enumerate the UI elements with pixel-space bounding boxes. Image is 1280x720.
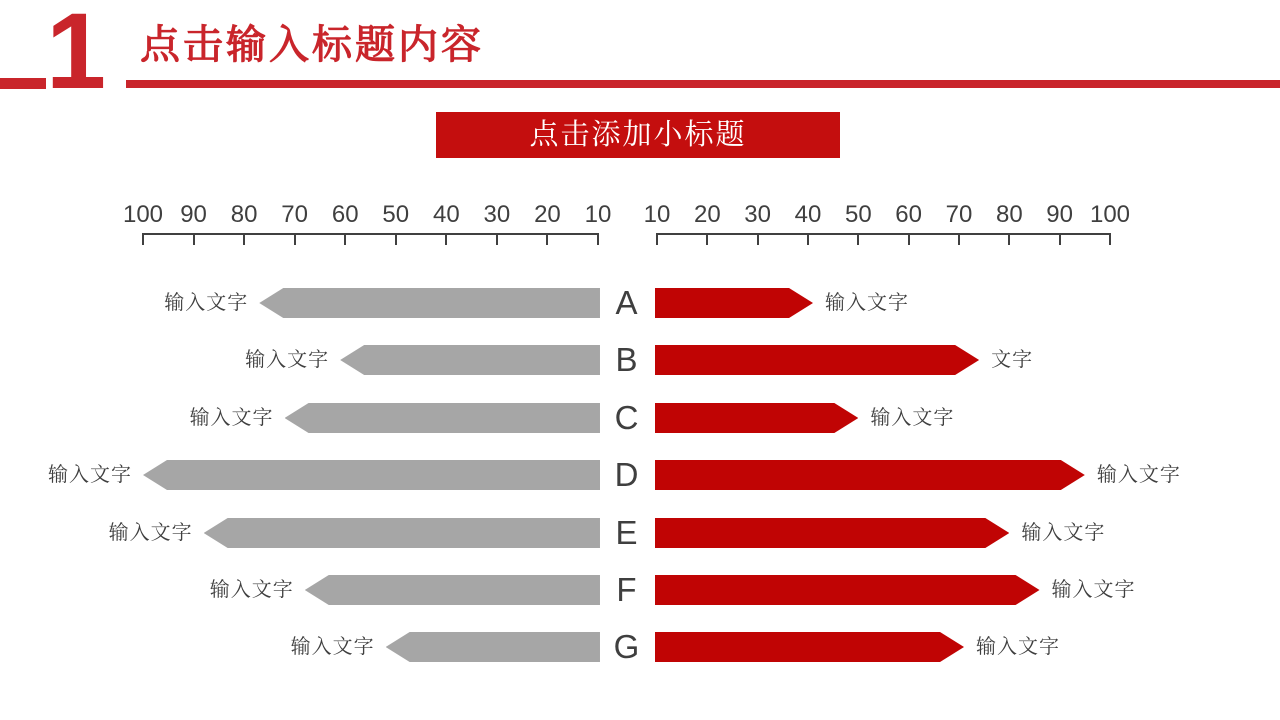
left-axis-tick-label: 60	[331, 201, 359, 228]
right-bar[interactable]	[655, 288, 813, 318]
subtitle-banner[interactable]	[436, 112, 840, 158]
right-bar-label[interactable]: 输入文字	[825, 292, 910, 314]
left-bar-label[interactable]: 输入文字	[290, 636, 375, 658]
category-letter: B	[615, 341, 638, 378]
left-axis-line	[142, 233, 599, 235]
right-axis-tick	[1008, 233, 1010, 245]
left-axis-tick	[395, 233, 397, 245]
right-axis-line	[656, 233, 1111, 235]
right-axis-tick-label: 60	[895, 201, 922, 228]
left-axis-tick-label: 30	[483, 201, 511, 228]
category-letter: F	[616, 571, 637, 608]
left-axis-tick	[445, 233, 447, 245]
right-bar-label[interactable]: 文字	[991, 349, 1034, 371]
left-axis-tick	[597, 233, 599, 245]
left-axis-tick-label: 70	[281, 201, 308, 228]
right-axis-tick	[857, 233, 859, 245]
right-axis-tick-label: 90	[1046, 201, 1073, 228]
category-letter: E	[615, 514, 638, 551]
left-axis-tick-label: 20	[534, 201, 561, 228]
left-bar[interactable]	[386, 632, 600, 662]
left-axis-tick	[142, 233, 144, 245]
category-letter: A	[615, 284, 638, 321]
right-axis-tick	[1059, 233, 1061, 245]
right-axis-tick	[807, 233, 809, 245]
left-bar[interactable]	[340, 345, 600, 375]
left-axis-tick	[243, 233, 245, 245]
right-axis-tick	[757, 233, 759, 245]
left-axis-tick	[294, 233, 296, 245]
right-bar[interactable]	[655, 345, 979, 375]
left-axis-tick	[344, 233, 346, 245]
left-bar-label[interactable]: 输入文字	[48, 464, 132, 486]
section-number: 1	[45, 0, 107, 111]
left-bar[interactable]	[259, 288, 600, 318]
right-bar-label[interactable]: 输入文字	[1051, 579, 1136, 601]
right-axis-tick	[706, 233, 708, 245]
right-axis-tick	[958, 233, 960, 245]
right-bar[interactable]	[655, 518, 1009, 548]
category-letter: G	[613, 628, 640, 665]
right-bar-label[interactable]: 输入文字	[870, 407, 955, 429]
left-bar-label[interactable]: 输入文字	[189, 407, 274, 429]
right-bar[interactable]	[655, 460, 1085, 490]
left-bar-label[interactable]: 输入文字	[164, 292, 249, 314]
page-title[interactable]: 点击输入标题内容	[140, 23, 484, 67]
right-axis-tick-label: 50	[844, 201, 872, 228]
left-axis-tick	[546, 233, 548, 245]
category-letter: D	[614, 456, 639, 493]
right-axis-tick-label: 10	[643, 201, 671, 228]
left-bar-label[interactable]: 输入文字	[245, 349, 330, 371]
left-bar[interactable]	[204, 518, 600, 548]
right-bar[interactable]	[655, 575, 1040, 605]
right-bar[interactable]	[655, 632, 964, 662]
right-axis-tick	[908, 233, 910, 245]
right-axis-tick	[656, 233, 658, 245]
right-bar-label[interactable]: 输入文字	[976, 636, 1061, 658]
category-letter: C	[614, 399, 639, 436]
left-axis-tick-label: 80	[230, 201, 258, 228]
left-axis-tick	[193, 233, 195, 245]
right-axis-tick-label: 20	[693, 201, 721, 228]
right-axis-tick	[1109, 233, 1111, 245]
left-axis-tick-label: 40	[432, 201, 460, 228]
left-axis-tick-label: 100	[122, 201, 164, 228]
left-axis-tick-label: 50	[382, 201, 410, 228]
left-bar-label[interactable]: 输入文字	[108, 522, 193, 544]
right-axis-tick-label: 30	[744, 201, 771, 228]
right-bar-label[interactable]: 输入文字	[1021, 522, 1106, 544]
left-bar[interactable]	[305, 575, 600, 605]
right-bar-label[interactable]: 输入文字	[1096, 464, 1181, 486]
subtitle-text: 点击添加小标题	[529, 119, 747, 151]
right-axis-tick-label: 40	[794, 201, 822, 228]
left-bar[interactable]	[143, 460, 600, 490]
left-bar[interactable]	[285, 403, 600, 433]
title-underline	[126, 80, 1280, 88]
right-axis-tick-label: 100	[1089, 201, 1131, 228]
left-bar-label[interactable]: 输入文字	[209, 579, 294, 601]
right-bar[interactable]	[655, 403, 858, 433]
left-axis-tick	[496, 233, 498, 245]
right-axis-tick-label: 80	[995, 201, 1023, 228]
left-axis-tick-label: 10	[584, 201, 612, 228]
right-axis-tick-label: 70	[945, 201, 973, 228]
left-axis-tick-label: 90	[180, 201, 207, 228]
